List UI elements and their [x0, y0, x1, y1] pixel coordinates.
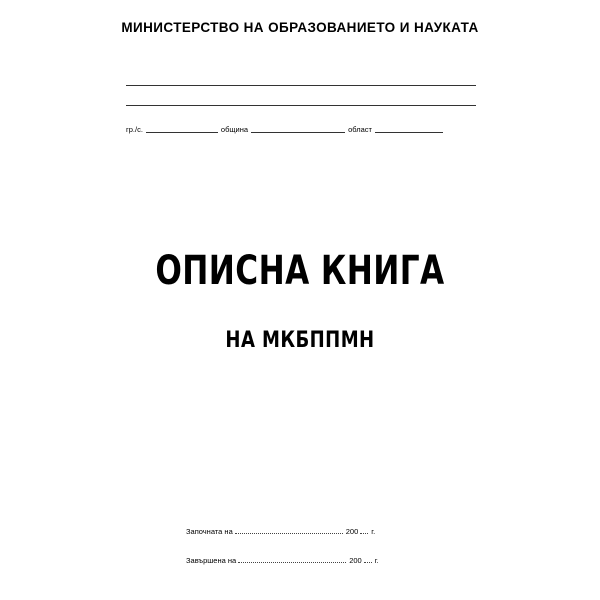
end-year-prefix: 200 [349, 556, 362, 565]
region-blank [375, 132, 443, 133]
start-date-blank [235, 533, 343, 534]
start-year-suffix: г. [371, 527, 376, 536]
start-year-blank [360, 533, 368, 534]
locality-row [126, 121, 476, 135]
town-label: гр./с. [126, 125, 143, 134]
municipality-blank [251, 132, 345, 133]
book-title: ОПИСНА КНИГА [155, 248, 445, 294]
end-year-suffix: г. [374, 556, 379, 565]
start-year-prefix: 200 [345, 527, 359, 536]
school-name-line-2 [126, 105, 476, 106]
ministry-heading: МИНИСТЕРСТВО НА ОБРАЗОВАНИЕТО И НАУКАТА [121, 20, 479, 35]
town-blank [146, 132, 218, 133]
end-year-blank [364, 562, 372, 563]
region-label: област [348, 125, 372, 134]
municipality-label: община [220, 125, 249, 134]
end-date-line [186, 556, 406, 565]
document-page [104, 0, 496, 600]
end-date-blank [238, 562, 346, 563]
end-date-label: Завършена на [186, 556, 237, 565]
start-date-line [186, 527, 406, 536]
school-name-line-1 [126, 85, 476, 86]
start-date-label: Започната на [186, 527, 233, 536]
book-subtitle: НА МКБППМН [225, 328, 375, 353]
